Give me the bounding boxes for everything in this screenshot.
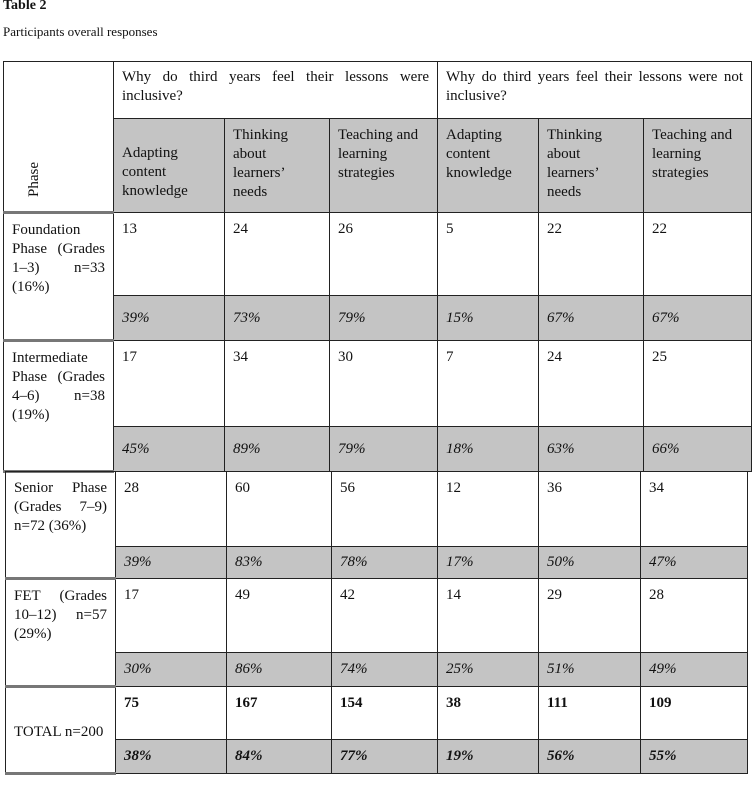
count-cell: 111 <box>539 687 641 740</box>
table-title: Table 2 <box>3 0 47 13</box>
count-cell: 30 <box>330 341 438 427</box>
count-cell: 29 <box>539 579 641 653</box>
table-row <box>6 740 748 774</box>
count-cell: 26 <box>330 213 438 296</box>
percent-cell: 18% <box>438 427 539 472</box>
count-cell: 34 <box>225 341 330 427</box>
count-cell: 75 <box>116 687 227 740</box>
count-cell: 13 <box>114 213 225 296</box>
percent-cell: 19% <box>438 740 539 774</box>
count-cell: 28 <box>116 472 227 547</box>
row-label: Senior Phase (Grades 7–9) n=72 (36%) <box>6 472 116 579</box>
percent-cell: 45% <box>114 427 225 472</box>
table-lower <box>5 471 748 775</box>
count-cell: 28 <box>641 579 748 653</box>
count-cell: 167 <box>227 687 332 740</box>
percent-cell: 89% <box>225 427 330 472</box>
table-row <box>4 427 752 472</box>
percent-cell: 49% <box>641 653 748 687</box>
count-cell: 36 <box>539 472 641 547</box>
count-cell: 60 <box>227 472 332 547</box>
percent-cell: 39% <box>116 547 227 579</box>
table-row <box>6 687 748 740</box>
count-cell: 24 <box>539 341 644 427</box>
table-row <box>6 653 748 687</box>
percent-cell: 74% <box>332 653 438 687</box>
table-row <box>6 472 748 547</box>
count-cell: 154 <box>332 687 438 740</box>
count-cell: 56 <box>332 472 438 547</box>
row-label-total: TOTAL n=200 <box>6 687 116 774</box>
count-cell: 38 <box>438 687 539 740</box>
count-cell: 25 <box>644 341 752 427</box>
count-cell: 14 <box>438 579 539 653</box>
percent-cell: 25% <box>438 653 539 687</box>
percent-cell: 73% <box>225 296 330 341</box>
percent-cell: 15% <box>438 296 539 341</box>
count-cell: 42 <box>332 579 438 653</box>
col-header: Teaching and learning strategies <box>330 119 438 213</box>
col-header: Adapting content knowledge <box>114 119 225 213</box>
count-cell: 22 <box>539 213 644 296</box>
percent-cell: 66% <box>644 427 752 472</box>
percent-cell: 55% <box>641 740 748 774</box>
row-label: FET (Grades 10–12) n=57 (29%) <box>6 579 116 687</box>
phase-header-cell <box>4 62 114 213</box>
col-header: Adapting content knowledge <box>438 119 539 213</box>
percent-cell: 50% <box>539 547 641 579</box>
percent-cell: 67% <box>539 296 644 341</box>
count-cell: 22 <box>644 213 752 296</box>
count-cell: 7 <box>438 341 539 427</box>
percent-cell: 67% <box>644 296 752 341</box>
percent-cell: 51% <box>539 653 641 687</box>
percent-cell: 83% <box>227 547 332 579</box>
percent-cell: 77% <box>332 740 438 774</box>
percent-cell: 78% <box>332 547 438 579</box>
count-cell: 34 <box>641 472 748 547</box>
percent-cell: 17% <box>438 547 539 579</box>
count-cell: 12 <box>438 472 539 547</box>
percent-cell: 30% <box>116 653 227 687</box>
group-header-not-inclusive: Why do third years feel their lessons were not inclusive? <box>438 62 752 119</box>
count-cell: 17 <box>116 579 227 653</box>
table-subtitle: Participants overall responses <box>3 24 158 39</box>
percent-cell: 63% <box>539 427 644 472</box>
table-upper <box>3 61 752 473</box>
table-row <box>6 579 748 653</box>
col-header: Thinking about learners’ needs <box>539 119 644 213</box>
group-header-inclusive: Why do third years feel their lessons were inclusive? <box>114 62 438 119</box>
percent-cell: 79% <box>330 296 438 341</box>
table-row <box>4 296 752 341</box>
count-cell: 109 <box>641 687 748 740</box>
percent-cell: 47% <box>641 547 748 579</box>
count-cell: 24 <box>225 213 330 296</box>
table-row <box>4 213 752 296</box>
row-label: Intermediate Phase (Grades 4–6) n=38 (19%) <box>4 341 114 472</box>
percent-cell: 39% <box>114 296 225 341</box>
percent-cell: 84% <box>227 740 332 774</box>
count-cell: 5 <box>438 213 539 296</box>
count-cell: 49 <box>227 579 332 653</box>
count-cell: 17 <box>114 341 225 427</box>
table-row <box>4 341 752 427</box>
percent-cell: 79% <box>330 427 438 472</box>
phase-header: Phase <box>26 162 42 197</box>
percent-cell: 56% <box>539 740 641 774</box>
percent-cell: 38% <box>116 740 227 774</box>
percent-cell: 86% <box>227 653 332 687</box>
row-label: Foundation Phase (Grades 1–3) n=33 (16%) <box>4 213 114 341</box>
col-header: Thinking about learners’ needs <box>225 119 330 213</box>
col-header: Teaching and learning strategies <box>644 119 752 213</box>
table-row <box>6 547 748 579</box>
